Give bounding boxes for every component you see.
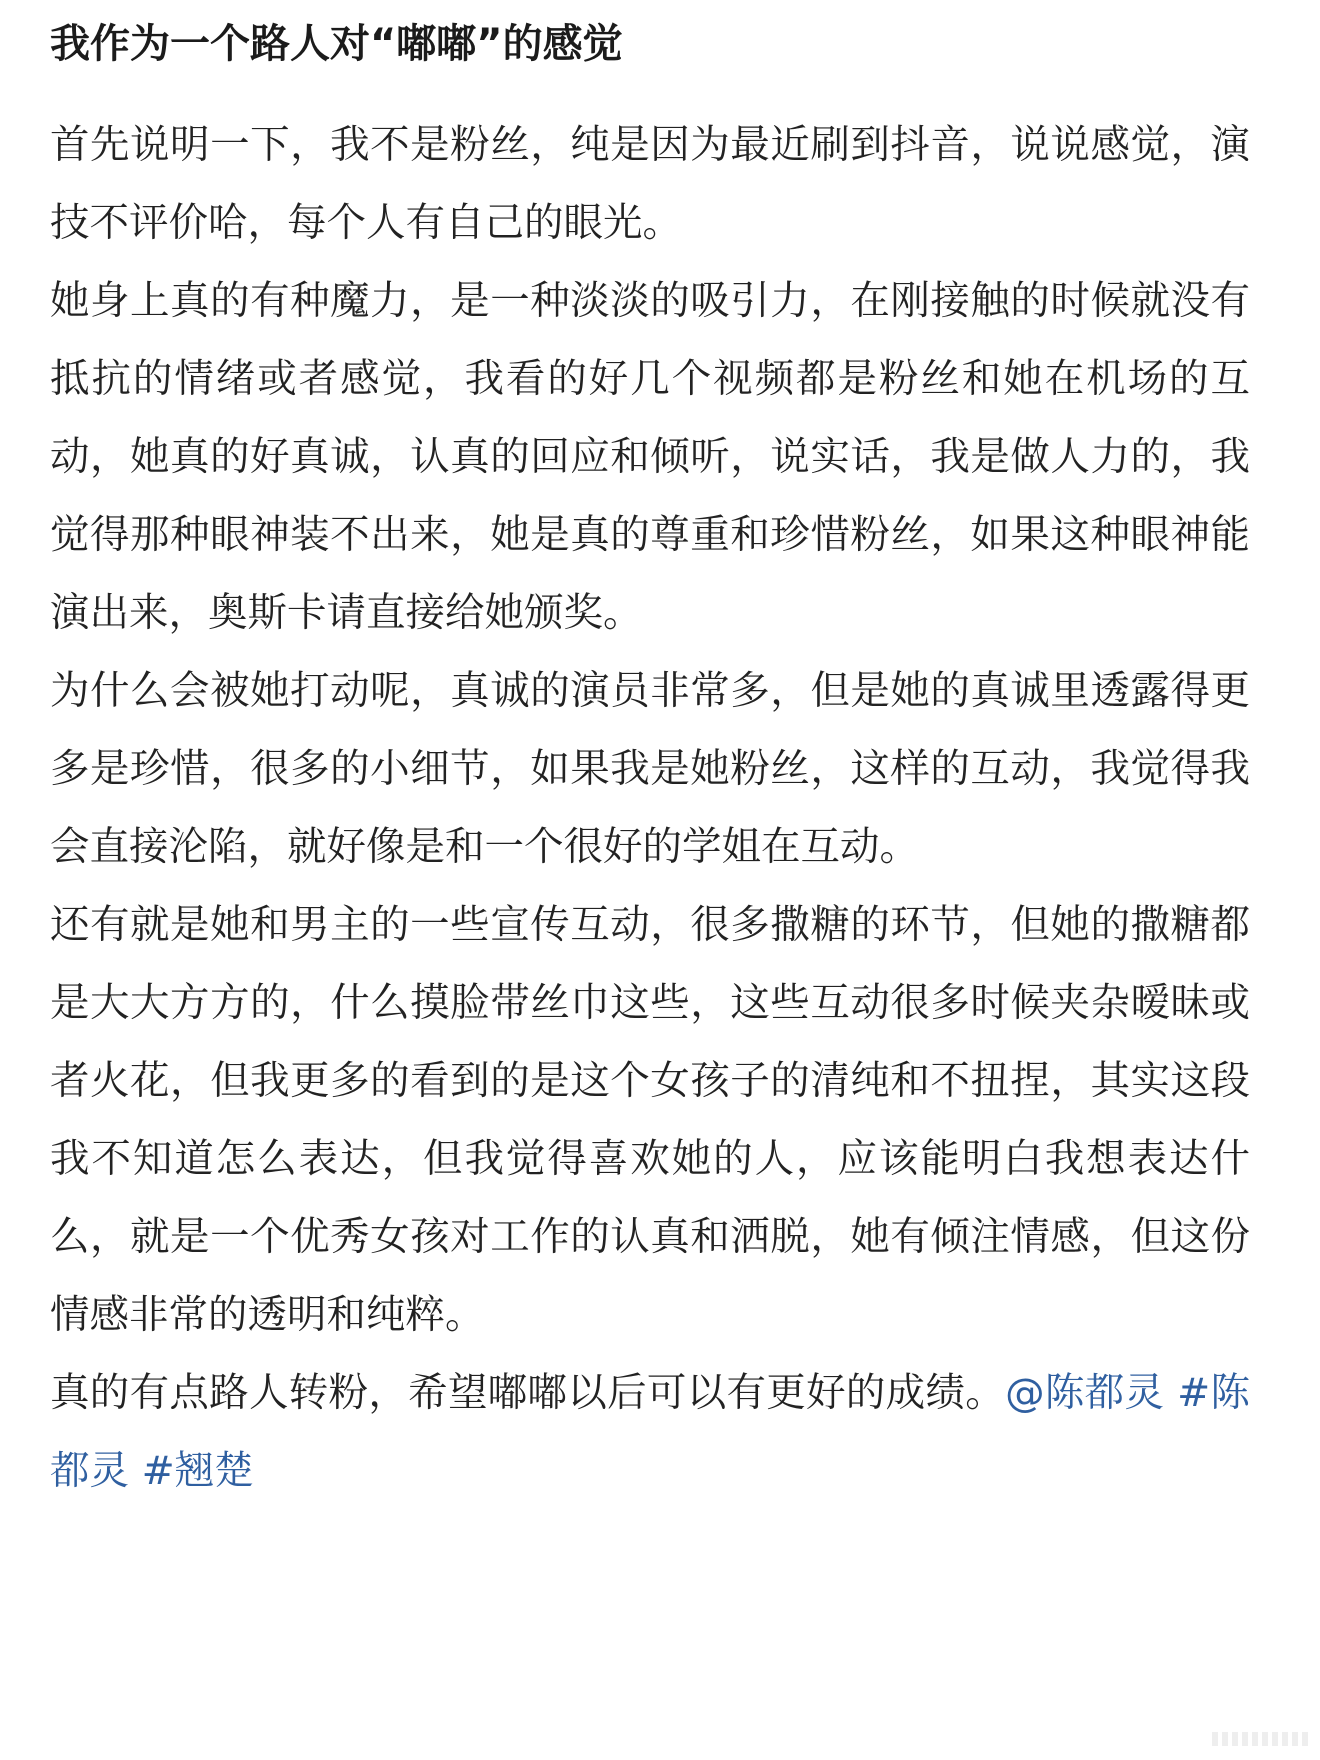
paragraph-2: 她身上真的有种魔力，是一种淡淡的吸引力，在刚接触的时候就没有抵抗的情绪或者感觉，我看的好几个视频都是粉丝和她在机场的互动，她真的好真诚，认真的回应和倾听，说实话，我是做人力的，我觉得那种眼神装不出来，她是真的尊重和珍惜粉丝，如果这种眼神能演出来，奥斯卡请直接给她颁奖。	[50, 278, 1250, 636]
paragraph-3: 为什么会被她打动呢，真诚的演员非常多，但是她的真诚里透露得更多是珍惜，很多的小细节，如果我是她粉丝，这样的互动，我觉得我会直接沦陷，就好像是和一个很好的学姐在互动。	[50, 668, 1250, 870]
mention-link[interactable]: @陈都灵	[1005, 1370, 1165, 1416]
hashtag-link[interactable]: #陈都灵	[50, 1370, 1251, 1494]
hashtag-link[interactable]: #翘楚	[141, 1448, 254, 1494]
paragraph-1: 首先说明一下，我不是粉丝，纯是因为最近刷到抖音，说说感觉，演技不评价哈，每个人有自己的眼光。	[50, 122, 1250, 246]
watermark	[1212, 1732, 1308, 1746]
paragraph-4: 还有就是她和男主的一些宣传互动，很多撒糖的环节，但她的撒糖都是大大方方的，什么摸脸带丝巾这些，这些互动很多时候夹杂暧昧或者火花，但我更多的看到的是这个女孩子的清纯和不扭捏，其实这段我不知道怎么表达，但我觉得喜欢她的人，应该能明白我想表达什么，就是一个优秀女孩对工作的认真和洒脱，她有倾注情感，但这份情感非常的透明和纯粹。	[50, 902, 1250, 1338]
post-container	[50, 0, 1250, 1510]
post-title: 我作为一个路人对“嘟嘟”的感觉	[50, 21, 623, 67]
post-body	[50, 106, 1250, 1510]
closing-paragraph	[50, 1354, 1250, 1510]
closing-text: 真的有点路人转粉，希望嘟嘟以后可以有更好的成绩。	[50, 1370, 1006, 1416]
